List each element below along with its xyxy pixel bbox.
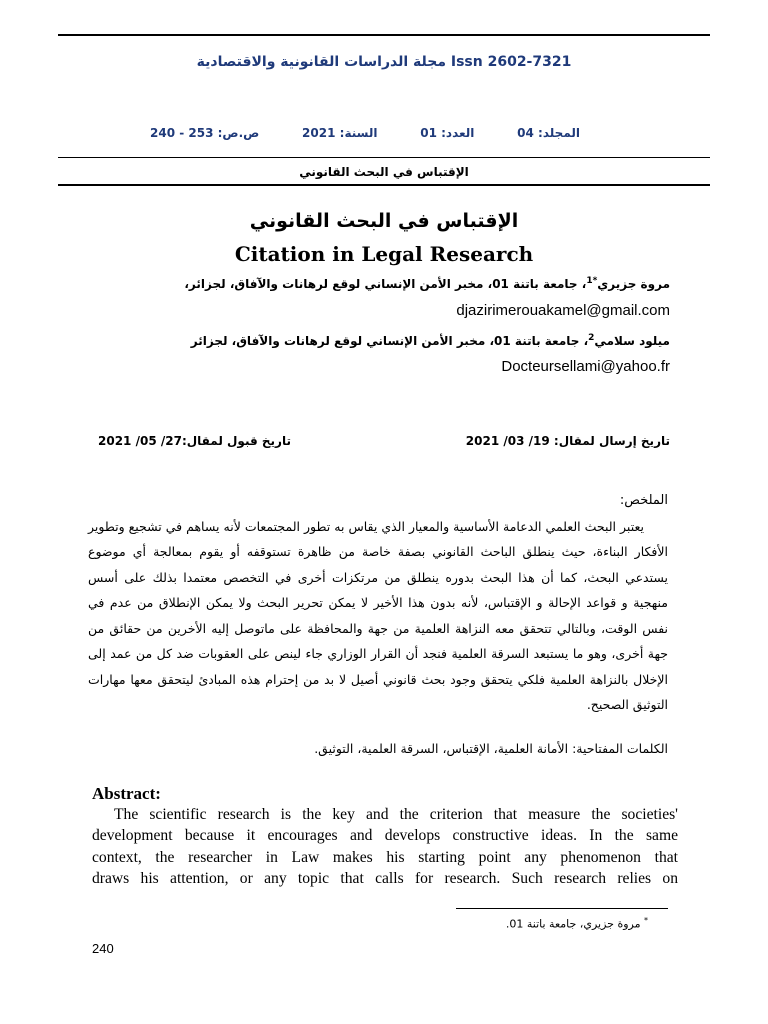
header-rule-lower	[58, 184, 710, 186]
author-2-affiliation: ، جامعة باتنة 01، مخبر الأمن الإنساني لوقع لرهانات والآفاق، لجزائر	[190, 334, 589, 348]
running-head: الإقتباس في البحث القانوني	[299, 165, 469, 179]
issue-value: 01	[420, 126, 437, 140]
author-1-email[interactable]: djazirimerouakamel@gmail.com	[456, 302, 670, 319]
article-title-english: Citation in Legal Research	[234, 242, 534, 266]
date-accepted: تاريخ قبول لمقال:27/ 05/ 2021	[98, 434, 291, 448]
volume-info	[517, 126, 580, 140]
year-info	[302, 126, 377, 140]
issue-label: العدد:	[441, 126, 475, 140]
issue-number-info	[420, 126, 474, 140]
journal-title: Issn 2602-7321 مجلة الدراسات القانونية والاقتصادية	[196, 54, 572, 70]
abstract-arabic-text: يعتبر البحث العلمي الدعامة الأساسية والمعيار الذي يقاس به تطور المجتمعات لأنه يساهم في تشجيع وتطوير الأفكار البناءة، حيث ينطلق الباحث القانوني بصفة خاصة من ظاهرة تستوقفه أو يقوم بمعالجة أي موضوع يستدعي البحث، كما أن هذا البحث بدوره ينطلق من مرتكزات أخرى في التخصص معتمدا بذلك على أسس منهجية و قواعد الإحالة و الإقتباس، لأنه بدون هذا الأخير لا يمكن تحرير البحث ولا يمكن الإنطلاق من عدم في نفس الوقت، وبالتالي تتحقق معه النزاهة العلمية من جهة والمحافظة على ماتوصل إليه الأخرين من حقائق من جهة أخرى، وهو ما يستبعد السرقة العلمية فنجد أن القرار الوزاري جاء لينص على العقوبات ضد كل من عمد إلى الإخلال بالنزاهة العلمية فلكي يتحقق وجود بحث قانوني أصيل لا بد من إحترام هذه المبادئ ليتحقق معها مهارات التوثيق الصحيح.	[88, 518, 668, 712]
footnote-text: مروة جزيري، جامعة باتنة 01.	[505, 917, 641, 931]
abstract-english-line: draws his attention, or any topic that calls for research. Such research relies on	[92, 869, 678, 887]
issue-info	[150, 126, 580, 140]
submission-dates	[98, 434, 670, 448]
author-1-name: مروة جزيري	[597, 277, 670, 291]
top-rule	[58, 34, 710, 36]
year-label: السنة:	[339, 126, 378, 140]
footnote-separator	[456, 908, 668, 909]
keywords-arabic: الكلمات المفتاحية: الأمانة العلمية، الإقتباس، السرقة العلمية، التوثيق.	[314, 741, 668, 756]
footnote-marker: *	[644, 916, 648, 925]
volume-value: 04	[517, 126, 534, 140]
pages-info	[150, 126, 259, 140]
author-1-affiliation: ، جامعة باتنة 01، مخبر الأمن الإنساني لوقع لرهانات والآفاق، لجزائر،	[184, 277, 587, 291]
abstract-english-line: development because it encourages and develops constructive ideas. In the same	[92, 827, 678, 845]
abstract-english-heading: Abstract:	[92, 784, 161, 803]
page-number: 240	[92, 941, 114, 956]
abstract-arabic-heading: الملخص:	[619, 493, 668, 508]
abstract-english-line: The scientific research is the key and the criterion that measure the societies'	[114, 806, 678, 823]
pages-value: 240 - 253	[150, 126, 214, 140]
author-2	[80, 333, 670, 348]
author-2-email[interactable]: Docteursellami@yahoo.fr	[501, 358, 670, 375]
date-sent: تاريخ إرسال لمقال: 19/ 03/ 2021	[465, 434, 670, 448]
header-rule-upper	[58, 157, 710, 158]
author-1-marker: *1	[586, 276, 598, 286]
author-1	[80, 276, 670, 291]
author-2-marker: 2	[588, 333, 595, 343]
year-value: 2021	[302, 126, 336, 140]
volume-label: المجلد:	[538, 126, 580, 140]
footnote	[148, 916, 648, 931]
abstract-arabic	[88, 488, 668, 718]
author-2-name: ميلود سلامي	[594, 334, 670, 348]
article-title-arabic: الإقتباس في البحث القانوني	[249, 210, 519, 232]
pages-label: ص.ص:	[217, 126, 260, 140]
abstract-english-text	[92, 804, 678, 889]
abstract-english-line: context, the researcher in Law makes his starting point any phenomenon that	[92, 848, 678, 866]
